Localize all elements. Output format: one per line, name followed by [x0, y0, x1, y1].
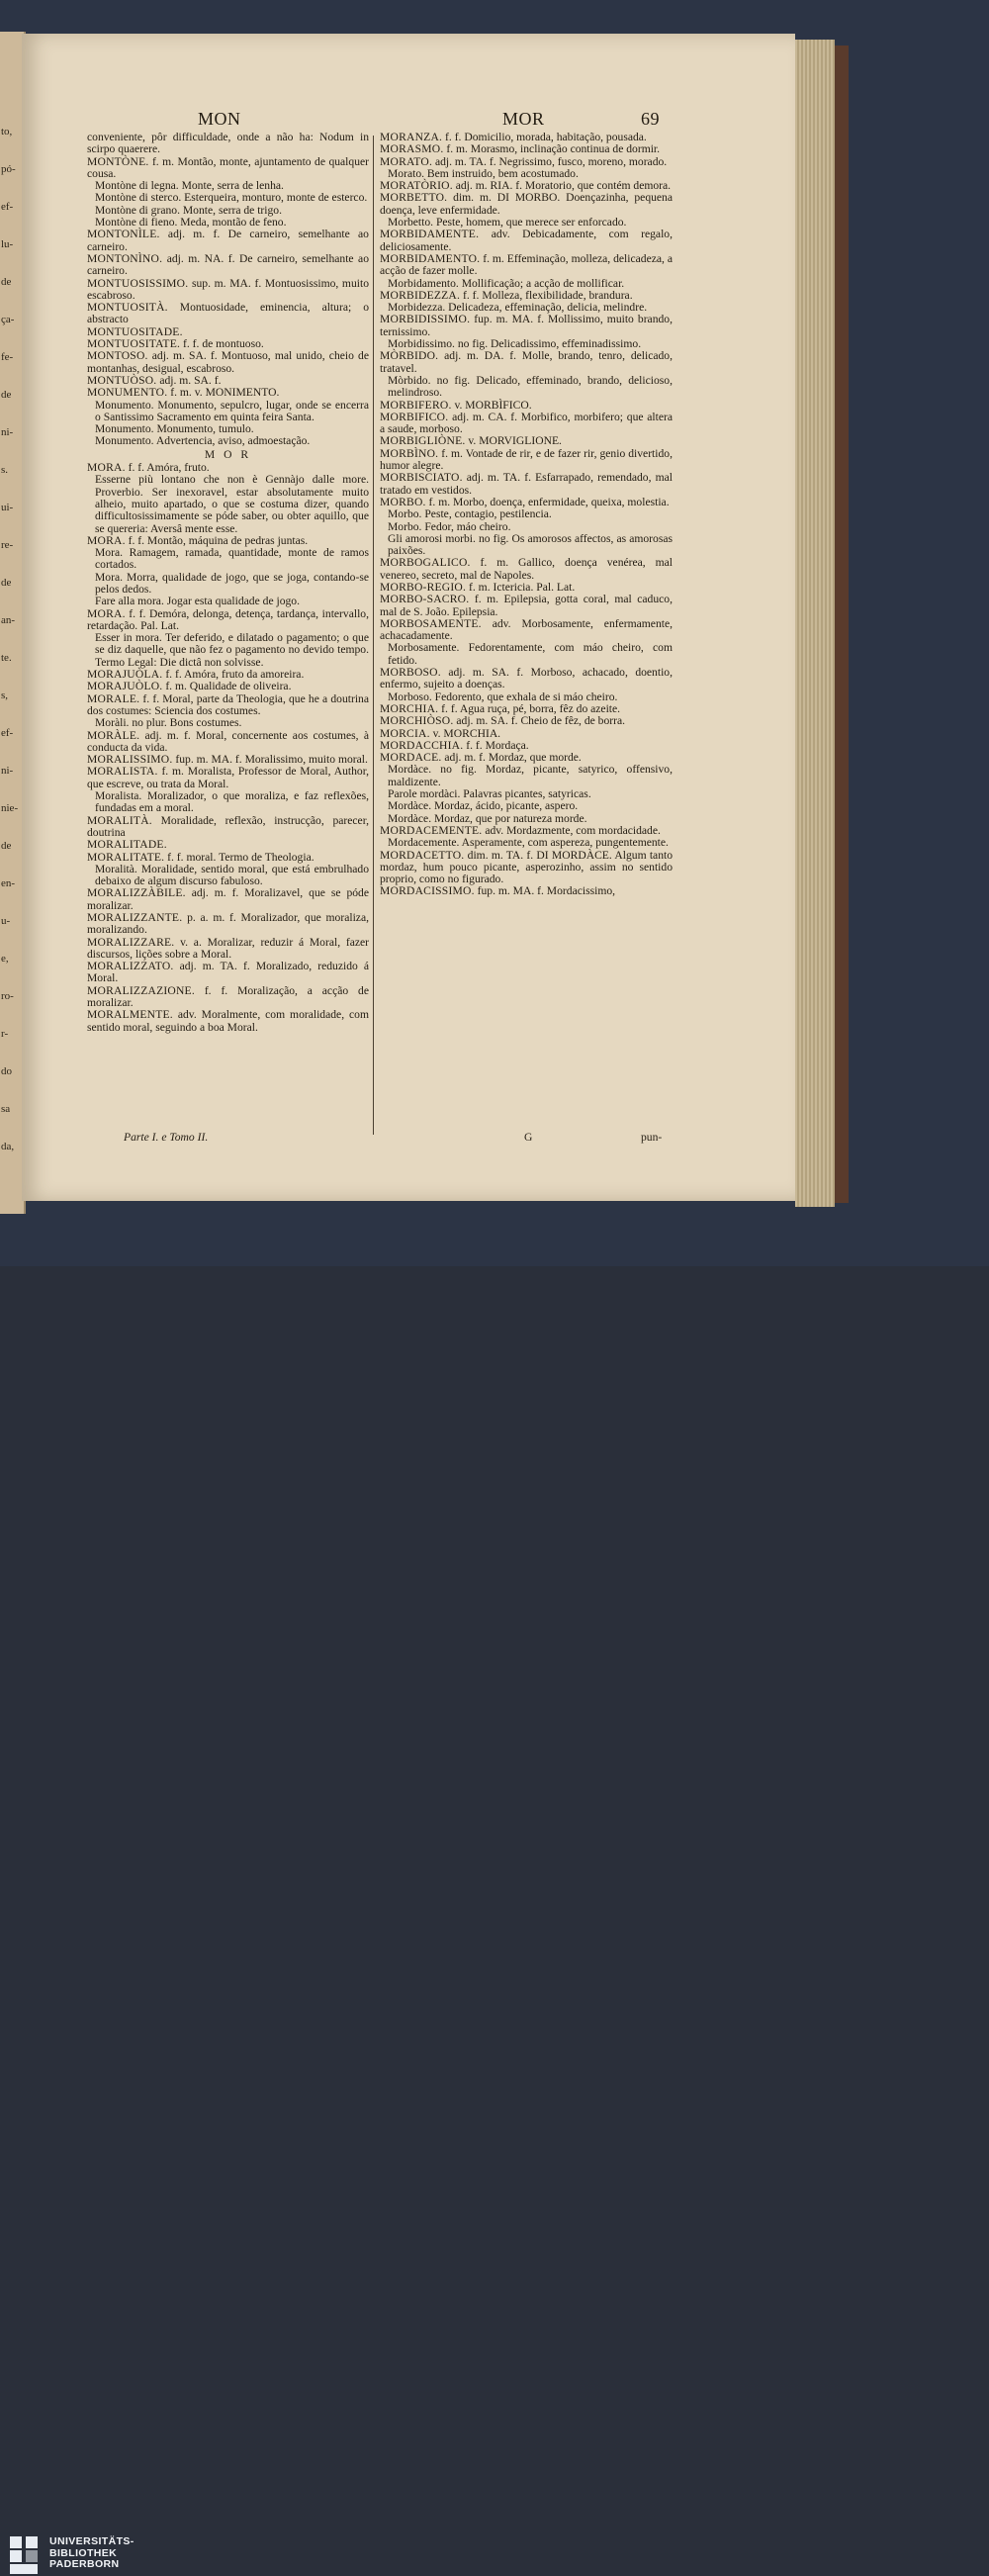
library-name-line: UNIVERSITÄTS-	[49, 2535, 135, 2547]
left-page-fragment: de	[1, 577, 12, 589]
left-column	[87, 132, 369, 1034]
definition: Moralidade, reflexão, instrucção, parecer, doutrina	[87, 813, 369, 839]
dictionary-entry	[87, 278, 369, 303]
headword: MORA.	[87, 461, 126, 475]
definition: adj. m. SA. f. Montuoso, mal unido, cheio de montanhas, desigual, escabroso.	[87, 349, 369, 375]
definition: adj. m. TA. f. Negrissimo, fusco, moreno, morado.	[434, 154, 668, 168]
headword: MORALITADE.	[87, 838, 167, 852]
definition: f. f. moral. Termo de Theologia.	[167, 850, 315, 864]
left-page-fragment: do	[1, 1065, 12, 1077]
left-page-fragment: nie-	[1, 802, 19, 814]
dictionary-entry	[380, 350, 673, 375]
definition: f. f. Montão, máquina de pedras juntas.	[128, 533, 309, 547]
dictionary-entry	[87, 815, 369, 840]
dictionary-entry	[87, 1009, 369, 1034]
definition: adj. m. f. Mordaz, que morde.	[444, 751, 582, 765]
subentry-text: Esser in mora. Ter deferido, e dilatado o pagamento; o que se diz daquelle, que não fez o pagamento no devido tempo. Termo Legal: Die dictâ non solvisse.	[95, 631, 369, 669]
definition: f. m. Morbo, doença, enfermidade, queixa, molestia.	[428, 495, 670, 508]
left-page-fragment: ef-	[1, 727, 14, 739]
headword: MORDACISSIMO.	[380, 884, 475, 898]
library-name-line: BIBLIOTHEK	[49, 2546, 118, 2559]
definition: v. MORCHIA.	[432, 726, 501, 740]
left-page-fragment: an-	[1, 614, 16, 626]
definition: adj. m. f. Moralizavel, que se póde moralizar.	[87, 886, 369, 912]
headword: MONTUOSITADE.	[87, 324, 183, 338]
definition: fup. m. MA. f. Mollissimo, muito brando, ternissimo.	[380, 313, 673, 338]
subentry-text: Montòne di fieno. Meda, montão de feno.	[95, 216, 287, 230]
dictionary-subentry	[388, 764, 673, 788]
dictionary-entry	[87, 156, 369, 181]
headword: MORALIZZARE.	[87, 935, 175, 949]
footer-volume: Parte I. e Tomo II.	[124, 1131, 209, 1144]
library-logo-icon	[10, 2536, 40, 2576]
dictionary-entry	[87, 766, 369, 790]
headword: MORALIZZANTE.	[87, 911, 183, 924]
catchword: pun-	[641, 1131, 663, 1144]
headword: MORAJUÒLA.	[87, 668, 163, 682]
headword: MORÀLE.	[87, 728, 140, 742]
headword: MORBOSO.	[380, 666, 441, 680]
subentry-text: Moràli. no plur. Bons costumes.	[95, 716, 242, 730]
left-page-fragment: re-	[1, 539, 14, 551]
headword: MORALIZZAZIONE.	[87, 983, 195, 997]
subentry-text: Mora. Morra, qualidade de jogo, que se joga, contando-se pelos dedos.	[95, 570, 369, 596]
dictionary-subentry	[95, 547, 369, 572]
definition: adj. m. TA. f. Esfarrapado, remendado, mal tratado em vestidos.	[380, 471, 673, 497]
dictionary-entry	[87, 302, 369, 326]
headword: MORALIZZÀBILE.	[87, 886, 186, 900]
headword: MORDACCHIA.	[380, 738, 464, 752]
definition: f. m. Effeminação, molleza, delicadeza, a acção de fazer molle.	[380, 251, 673, 278]
headword: MORBO.	[380, 495, 426, 508]
dictionary-entry	[87, 730, 369, 755]
headword: MORDACETTO.	[380, 848, 465, 862]
subentry-text: Morbidissimo. no fig. Delicadissimo, effeminadissimo.	[388, 337, 642, 351]
left-page-fragment: s.	[1, 464, 9, 476]
headword: MORBIDISSIMO.	[380, 313, 471, 326]
page-block-edge	[795, 40, 835, 1207]
dictionary-entry	[380, 885, 673, 897]
headword: MORDACEMENTE.	[380, 823, 483, 837]
library-footer	[0, 1266, 989, 2570]
subentry-text: Fare alla mora. Jogar esta qualidade de jogo.	[95, 595, 301, 608]
dictionary-entry	[87, 608, 369, 633]
page-number: 69	[641, 109, 660, 129]
library-name-line: PADERBORN	[49, 2558, 120, 2570]
left-page-fragment: ro-	[1, 990, 14, 1002]
definition: adv. Moralmente, com moralidade, com sentido moral, seguindo a boa Moral.	[87, 1008, 369, 1034]
subentry-text: Mordàce. no fig. Mordaz, picante, satyrico, offensivo, maldizente.	[388, 763, 673, 788]
subentry-text: Moralità. Moralidade, sentido moral, que está embrulhado debaixo de algum discurso fabuloso.	[95, 862, 369, 888]
dictionary-entry	[87, 693, 369, 718]
subentry-text: Esserne più lontano che non è Gennàjo dalle more. Proverbio. Ser inexoravel, estar absolutamente muito alheio, muito apartado, o que se costuma dizer, quando difficultosissimamente se póde saber, ou obter aquillo, que se quereria: Aversâ mente esse.	[95, 473, 369, 535]
dictionary-entry	[87, 253, 369, 278]
subentry-text: Mordàce. Mordaz, que por natureza morde.	[388, 811, 587, 825]
left-page-fragment: ui-	[1, 502, 14, 513]
subentry-text: Mordacemente. Asperamente, com aspereza, pungentemente.	[388, 836, 669, 850]
headword: MONTUOSITATE.	[87, 337, 181, 351]
definition: adj. m. CA. f. Morbifico, morbifero; que altera a saude, morboso.	[380, 410, 673, 436]
dictionary-subentry	[388, 642, 673, 667]
headword: MORALITÀ.	[87, 813, 152, 827]
left-page-fragment: ni-	[1, 765, 14, 777]
definition: fup. m. MA. f. Mordacissimo,	[477, 884, 616, 898]
dictionary-entry	[380, 472, 673, 497]
definition: conveniente, pôr difficuldade, onde a não ha: Nodum in scirpo quaerere.	[87, 131, 369, 156]
library-name	[49, 2536, 135, 2571]
headword: MORBO-REGIO.	[380, 580, 467, 594]
subentry-text: Mora. Ramagem, ramada, quantidade, monte de ramos cortados.	[95, 546, 369, 572]
headword: MONUMENTO.	[87, 386, 168, 400]
dictionary-entry	[87, 229, 369, 253]
definition: f. f. Agua ruça, pé, borra, fêz do azeite.	[441, 701, 621, 715]
column-rule	[373, 136, 374, 1135]
definition: v. MORBÌFICO.	[454, 398, 532, 412]
headword: MORBIDAMENTE.	[380, 228, 480, 241]
definition: adv. Debicadamente, com regalo, deliciosamente.	[380, 228, 673, 253]
definition: f. f. Amóra, fruto da amoreira.	[165, 668, 305, 682]
left-page-fragment: ça-	[1, 314, 15, 325]
definition: adj. m. f. De carneiro, semelhante ao carneiro.	[87, 228, 369, 253]
headword: MORBIFERO.	[380, 398, 452, 412]
dictionary-subentry	[95, 435, 369, 447]
headword: MORBETTO.	[380, 191, 448, 205]
dictionary-entry	[380, 618, 673, 643]
definition: v. a. Moralizar, reduzir á Moral, fazer discursos, lições sobre a Moral.	[87, 935, 369, 961]
dictionary-entry	[87, 937, 369, 962]
headword: MORBISCIATO.	[380, 471, 463, 485]
headword: MORBIFICO.	[380, 410, 449, 423]
headword: MORBIDEZZA.	[380, 288, 461, 302]
dictionary-subentry	[388, 533, 673, 558]
headword: MORBIGLIÒNE.	[380, 434, 466, 448]
running-head-right: MOR	[502, 109, 545, 129]
dictionary-entry	[87, 912, 369, 937]
dictionary-subentry	[95, 572, 369, 597]
left-page-fragment: da,	[1, 1141, 15, 1152]
dictionary-entry	[380, 850, 673, 886]
dictionary-entry	[380, 557, 673, 582]
headword: MORCHIA.	[380, 701, 439, 715]
dictionary-entry	[380, 667, 673, 691]
dictionary-entry	[380, 448, 673, 473]
dictionary-subentry	[95, 864, 369, 888]
headword: MONTONÌLE.	[87, 228, 160, 241]
subentry-text: Parole mordàci. Palavras picantes, satyricas.	[388, 787, 591, 801]
definition: f. f. Molleza, flexibilidade, brandura.	[463, 288, 633, 302]
left-page-fragment: to,	[1, 126, 13, 138]
book-cover-edge	[835, 46, 849, 1203]
headword: MÒRBIDO.	[380, 349, 439, 363]
subentry-text: Mòrbido. no fig. Delicado, effeminado, brando, delicioso, melindroso.	[388, 373, 673, 400]
left-page-fragment: e,	[1, 953, 9, 965]
definition: Montuosidade, eminencia, altura; o abstracto	[87, 301, 369, 326]
headword: MORANZA.	[380, 131, 443, 143]
definition: f. m. Morasmo, inclinação continua de dormir.	[446, 142, 661, 156]
headword: MONTUOSISSIMO.	[87, 276, 189, 290]
subentry-text: Morbidezza. Delicadeza, effeminação, delicia, melindre.	[388, 301, 648, 315]
subentry-text: Monumento. Advertencia, aviso, admoestação.	[95, 434, 311, 448]
definition: f. f. Moralização, a acção de moralizar.	[87, 983, 369, 1010]
definition: f. f. de montuoso.	[183, 337, 264, 351]
dictionary-subentry	[388, 375, 673, 400]
dictionary-entry	[87, 985, 369, 1010]
definition: sup. m. MA. f. Montuosissimo, muito escabroso.	[87, 276, 369, 302]
headword: MORA.	[87, 533, 126, 547]
definition: adj. m. SA. f. Morboso, achacado, doentio, enfermo, sujeito a doenças.	[380, 666, 673, 691]
headword: MORATÒRIO.	[380, 179, 453, 193]
definition: fup. m. MA. f. Moralissimo, muito moral.	[175, 753, 368, 767]
definition: f. m. Gallico, doença venérea, mal venereo, secreto, mal de Napoles.	[380, 556, 673, 582]
dictionary-entry	[87, 961, 369, 985]
left-page-fragment: te.	[1, 652, 12, 664]
headword: MORA.	[87, 606, 126, 620]
definition: f. m. Epilepsia, gotta coral, mal caduco, mal de S. João. Epilepsia.	[380, 593, 673, 618]
headword: MORASMO.	[380, 142, 444, 156]
definition: dim. m. TA. f. DI MORDÀCE. Algum tanto mordaz, hum pouco picante, asperozinho, assim no sentido proprio, como no figurado.	[380, 848, 674, 886]
dictionary-entry	[380, 412, 673, 436]
definition: f. m. Vontade de rir, e de fazer rir, genio divertido, humor alegre.	[380, 446, 673, 473]
subentry-text: Morboso. Fedorento, que exhala de si máo cheiro.	[388, 690, 618, 703]
definition: f. f. Amóra, fruto.	[128, 461, 210, 475]
headword: MONTOSO.	[87, 349, 148, 363]
left-page-fragment: de	[1, 840, 12, 852]
headword: MONTONÌNO.	[87, 251, 163, 265]
subentry-text: Morato. Bem instruido, bem acostumado.	[388, 166, 579, 180]
left-page-fragment: de	[1, 276, 12, 288]
subentry-text: Montòne di legna. Monte, serra de lenha.	[95, 179, 284, 193]
subentry-text: Morbosamente. Fedorentamente, com máo cheiro, com fetido.	[388, 641, 673, 667]
left-page-fragment: en-	[1, 877, 16, 889]
dictionary-subentry	[95, 474, 369, 534]
dictionary-entry	[380, 192, 673, 217]
definition: adv. Mordazmente, com mordacidade.	[485, 823, 661, 837]
definition: f. m. v. MONIMENTO.	[170, 386, 280, 400]
headword: MONTÒNE.	[87, 154, 149, 168]
subentry-text: Monumento. Monumento, tumulo.	[95, 422, 254, 436]
definition: f. f. Demóra, delonga, detença, tardança, intervallo, retardação. Pal. Lat.	[87, 606, 370, 632]
subentry-text: Moralista. Moralizador, o que moraliza, e faz reflexões, fundadas em a moral.	[95, 789, 369, 815]
section-heading: M O R	[204, 447, 252, 461]
headword: MORALIZZATO.	[87, 960, 174, 973]
dictionary-entry	[380, 594, 673, 618]
signature-mark: G	[524, 1131, 533, 1144]
scanned-book-spread	[0, 0, 989, 1266]
headword: MORBIDAMENTO.	[380, 251, 481, 265]
definition: p. a. m. f. Moralizador, que moraliza, moralizando.	[87, 911, 369, 937]
definition: dim. m. DI MORBO. Doençazinha, pequena doença, leve enfermidade.	[380, 191, 674, 217]
subentry-text: Monumento. Monumento, sepulcro, lugar, onde se encerra o Santissimo Sacramento em quinta feira Santa.	[95, 398, 369, 423]
dictionary-entry	[87, 132, 369, 156]
dictionary-entry	[87, 887, 369, 912]
headword: MORBOGALICO.	[380, 556, 471, 570]
headword: MORDACE.	[380, 751, 442, 765]
definition: f. m. Ictericia. Pal. Lat.	[469, 580, 576, 594]
definition: adj. m. RIA. f. Moratorio, que contém demora.	[455, 179, 672, 193]
subentry-text: Montòne di sterco. Esterqueira, monturo, monte de esterco.	[95, 191, 368, 205]
left-page-fragment: de	[1, 389, 12, 401]
dictionary-entry	[380, 229, 673, 253]
headword: MONTUÒSO.	[87, 373, 157, 387]
headword: MONTUOSITÀ.	[87, 301, 168, 315]
definition: v. MORVIGLIONE.	[468, 434, 562, 448]
headword: MORAJUÒLO.	[87, 680, 163, 693]
headword: MORCHIÒSO.	[380, 714, 454, 728]
definition: adj. m. SA. f.	[159, 373, 222, 387]
definition: f. m. Qualidade de oliveira.	[165, 680, 292, 693]
left-page-fragment: u-	[1, 915, 11, 927]
headword: MORBÌNO.	[380, 446, 439, 460]
subentry-text: Mordàce. Mordaz, ácido, picante, aspero.	[388, 799, 579, 813]
definition: adj. m. SA. f. Cheio de fêz, de borra.	[456, 714, 626, 728]
definition: f. f. Mordaça.	[466, 738, 529, 752]
headword: MORATO.	[380, 154, 433, 168]
left-page-fragment: r-	[1, 1028, 9, 1040]
headword: MORBO-SACRO.	[380, 593, 470, 606]
definition: adj. m. NA. f. De carneiro, semelhante ao carneiro.	[87, 251, 369, 278]
dictionary-entry	[380, 253, 673, 278]
definition: f. m. Montão, monte, ajuntamento de qualquer cousa.	[87, 154, 370, 180]
definition: f. f. Domicilio, morada, habitação, pousada.	[445, 131, 647, 143]
headword: MORALITATE.	[87, 850, 165, 864]
headword: MORALE.	[87, 691, 140, 705]
left-page-fragment: lu-	[1, 238, 14, 250]
headword: MORALISTA.	[87, 765, 158, 779]
dictionary-entry	[87, 350, 369, 375]
right-column	[380, 132, 673, 898]
dictionary-subentry	[95, 790, 369, 815]
subentry-text: Morbo. Fedor, máo cheiro.	[388, 519, 511, 533]
subentry-text: Morbidamento. Mollificação; a acção de mollificar.	[388, 276, 625, 290]
definition: adj. m. DA. f. Molle, brando, tenro, delicado, tratavel.	[380, 349, 674, 375]
left-page-fragment: pó-	[1, 163, 16, 175]
definition: adj. m. f. Moral, concernente aos costumes, à conducta da vida.	[87, 728, 369, 754]
left-page-fragment: fe-	[1, 351, 14, 363]
left-page-fragment: sa	[1, 1103, 11, 1115]
definition: adv. Morbosamente, enfermamente, achacadamente.	[380, 616, 674, 643]
dictionary-entry	[380, 314, 673, 338]
subentry-text: Morbo. Peste, contagio, pestilencia.	[388, 507, 552, 521]
dictionary-subentry	[95, 400, 369, 424]
left-page-fragment: s,	[1, 690, 9, 701]
subentry-text: Montòne di grano. Monte, serra de trigo.	[95, 203, 282, 217]
dictionary-subentry	[95, 632, 369, 669]
definition: f. f. Moral, parte da Theologia, que he a doutrina dos costumes: Sciencia dos costumes.	[87, 691, 369, 717]
headword: MORCIA.	[380, 726, 430, 740]
left-page-fragment: ni-	[1, 426, 14, 438]
headword: MORALISSIMO.	[87, 753, 173, 767]
definition: adj. m. TA. f. Moralizado, reduzido á Moral.	[87, 960, 370, 985]
subentry-text: Gli amorosi morbi. no fig. Os amorosos affectos, as amorosas paixões.	[388, 531, 673, 558]
headword: MORBOSAMENTE.	[380, 616, 482, 630]
headword: MORALMENTE.	[87, 1008, 173, 1022]
subentry-text: Morbetto. Peste, homem, que merece ser enforcado.	[388, 216, 627, 230]
left-page-fragment: ef-	[1, 201, 14, 213]
definition: f. m. Moralista, Professor de Moral, Author, que escreve, ou trata da Moral.	[87, 765, 369, 790]
running-head-left: MON	[198, 109, 241, 129]
